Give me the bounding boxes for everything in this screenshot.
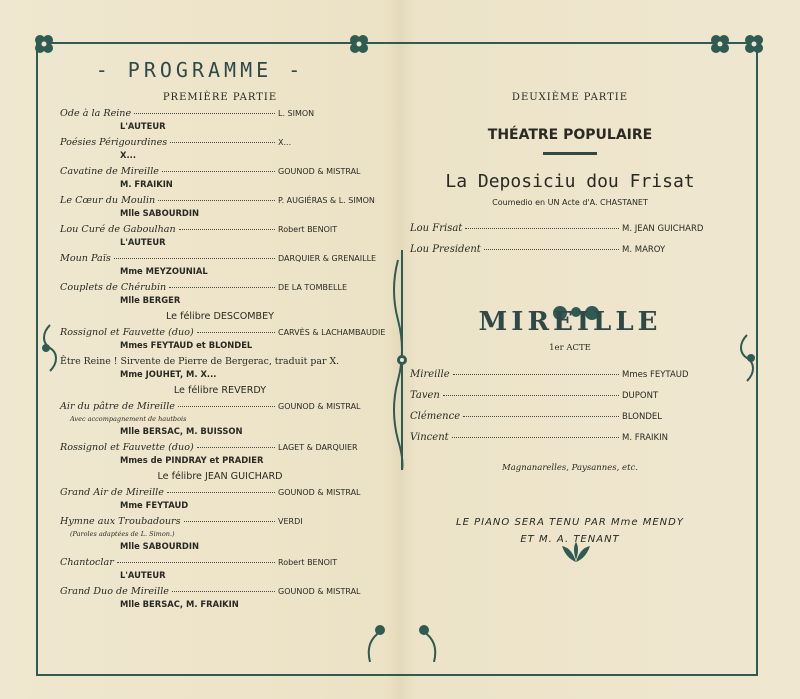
performer: Mmes FEYTAUD et BLONDEL xyxy=(120,340,253,350)
composer: Robert BENOIT xyxy=(278,225,338,234)
composer: Robert BENOIT xyxy=(278,558,338,567)
role: Lou Frisat xyxy=(410,223,463,234)
actor: Mmes FEYTAUD xyxy=(622,370,689,380)
performer: Mme MEYZOUNIAL xyxy=(120,266,208,276)
role: Mireille xyxy=(410,369,450,380)
premiere-partie xyxy=(60,92,386,615)
programme-item xyxy=(60,442,380,466)
piece-title: Rossignol et Fauvette (duo) xyxy=(60,327,194,338)
section-heading: PREMIÈRE PARTIE xyxy=(162,92,278,103)
role: Vincent xyxy=(410,432,449,443)
corner-ornament-icon xyxy=(740,30,768,58)
composer: VERDI xyxy=(278,517,303,526)
side-ornament-icon xyxy=(735,333,759,383)
theatre-heading: THÉATRE POPULAIRE xyxy=(487,127,653,143)
composer: L. SIMON xyxy=(278,109,315,118)
performer: Mlle BERSAC, M. FRAIKIN xyxy=(120,599,239,609)
programme-item xyxy=(60,401,380,437)
composer: P. AUGIÉRAS & L. SIMON xyxy=(278,196,375,205)
piece-note: (Paroles adaptées de L. Simon.) xyxy=(70,530,175,538)
programme-item xyxy=(60,166,380,190)
programme-item xyxy=(60,586,380,610)
performer: L'AUTEUR xyxy=(120,570,166,580)
felibre-line: Le félibre JEAN GUICHARD xyxy=(157,471,283,482)
piece-title: Couplets de Chérubin xyxy=(60,282,167,293)
programme-item xyxy=(60,253,380,277)
composer: GOUNOD & MISTRAL xyxy=(278,402,361,411)
performer: Mlle BERGER xyxy=(120,295,181,305)
page-title: - PROGRAMME - xyxy=(95,58,305,82)
programme-item xyxy=(60,282,380,306)
performer: Mlle SABOURDIN xyxy=(120,208,200,218)
role: Taven xyxy=(410,390,440,401)
piece-title: Moun Païs xyxy=(60,253,111,264)
cast-row xyxy=(410,369,730,380)
piece-title: Chantoclar xyxy=(60,557,114,568)
role: Clémence xyxy=(410,411,461,422)
play-subtitle: Coumedio en UN Acte d'A. CHASTANET xyxy=(492,198,648,207)
piece-title: Lou Curé de Gaboulhan xyxy=(60,224,176,235)
actor: M. FRAIKIN xyxy=(622,433,668,443)
actor: DUPONT xyxy=(622,391,659,401)
performer: Mme FEYTAUD xyxy=(120,500,189,510)
piece-title: Grand Duo de Mireille xyxy=(60,586,169,597)
actor: BLONDEL xyxy=(622,412,662,422)
side-ornament-icon xyxy=(38,323,62,373)
piece-title: Hymne aux Troubadours xyxy=(60,516,181,527)
cast-row xyxy=(410,390,730,401)
composer: GOUNOD & MISTRAL xyxy=(278,488,361,497)
programme-item xyxy=(60,108,380,132)
corner-ornament-icon xyxy=(345,30,373,58)
programme-item xyxy=(60,516,380,552)
acte-label: 1er ACTE xyxy=(549,343,591,353)
deuxieme-partie xyxy=(410,92,730,545)
piece-title: Cavatine de Mireille xyxy=(60,166,159,177)
cast-row xyxy=(410,244,730,255)
felibre-line: Le félibre REVERDY xyxy=(173,385,267,396)
piece-title: Le Cœur du Moulin xyxy=(60,195,156,206)
performer: X... xyxy=(120,150,137,160)
corner-ornament-icon xyxy=(706,30,734,58)
piece-title: Grand Air de Mireille xyxy=(60,487,164,498)
piece-title: Rossignol et Fauvette (duo) xyxy=(60,442,194,453)
performer: M. FRAIKIN xyxy=(120,179,173,189)
piece-title: Poésies Périgourdines xyxy=(60,137,168,148)
programme-item xyxy=(60,487,380,511)
composer: CARVÈS & LACHAMBAUDIE xyxy=(278,328,386,337)
performer: L'AUTEUR xyxy=(120,237,166,247)
performer: Mmes de PINDRAY et PRADIER xyxy=(120,455,264,465)
piece-title: Ode à la Reine xyxy=(60,108,132,119)
role: Lou President xyxy=(410,244,481,255)
cast-row xyxy=(410,411,730,422)
bottom-ornament-icon xyxy=(360,622,390,662)
actor: M. JEAN GUICHARD xyxy=(622,224,704,234)
composer: GOUNOD & MISTRAL xyxy=(278,167,361,176)
composer: DE LA TOMBELLE xyxy=(278,283,348,292)
actor: M. MAROY xyxy=(622,245,666,255)
composer: GOUNOD & MISTRAL xyxy=(278,587,361,596)
programme-item xyxy=(60,327,386,351)
opera-title: MIREILLE xyxy=(478,307,662,337)
composer: X... xyxy=(278,138,292,147)
piano-line: ET M. A. TENANT xyxy=(520,534,620,545)
extras-line: Magnanarelles, Paysannes, etc. xyxy=(502,463,638,473)
cast-row xyxy=(410,223,730,234)
programme-item xyxy=(60,356,380,380)
performer: Mlle BERSAC, M. BUISSON xyxy=(120,426,243,436)
programme-item xyxy=(60,137,380,161)
play-title: La Deposiciu dou Frisat xyxy=(445,171,695,192)
composer: LAGET & DARQUIER xyxy=(278,443,358,452)
bottom-ornament-icon xyxy=(414,622,444,662)
performer: Mlle SABOURDIN xyxy=(120,541,200,551)
divider xyxy=(543,152,597,155)
piano-line: LE PIANO SERA TENU PAR Mme MENDY xyxy=(456,517,684,528)
performer: L'AUTEUR xyxy=(120,121,166,131)
programme-item xyxy=(60,557,380,581)
piece-title: Être Reine ! Sirvente de Pierre de Bergerac, traduit par X. xyxy=(60,356,340,367)
felibre-line: Le félibre DESCOMBEY xyxy=(165,311,275,322)
section-heading: DEUXIÈME PARTIE xyxy=(511,92,629,103)
performer: Mme JOUHET, M. X... xyxy=(120,369,217,379)
cast-row xyxy=(410,432,730,443)
composer: DARQUIER & GRENAILLE xyxy=(278,254,377,263)
corner-ornament-icon xyxy=(30,30,58,58)
piece-title: Air du pâtre de Mireille xyxy=(60,401,175,412)
programme-item xyxy=(60,195,380,219)
programme-item xyxy=(60,224,380,248)
piece-note: Avec accompagnement de hautbois xyxy=(70,415,187,423)
